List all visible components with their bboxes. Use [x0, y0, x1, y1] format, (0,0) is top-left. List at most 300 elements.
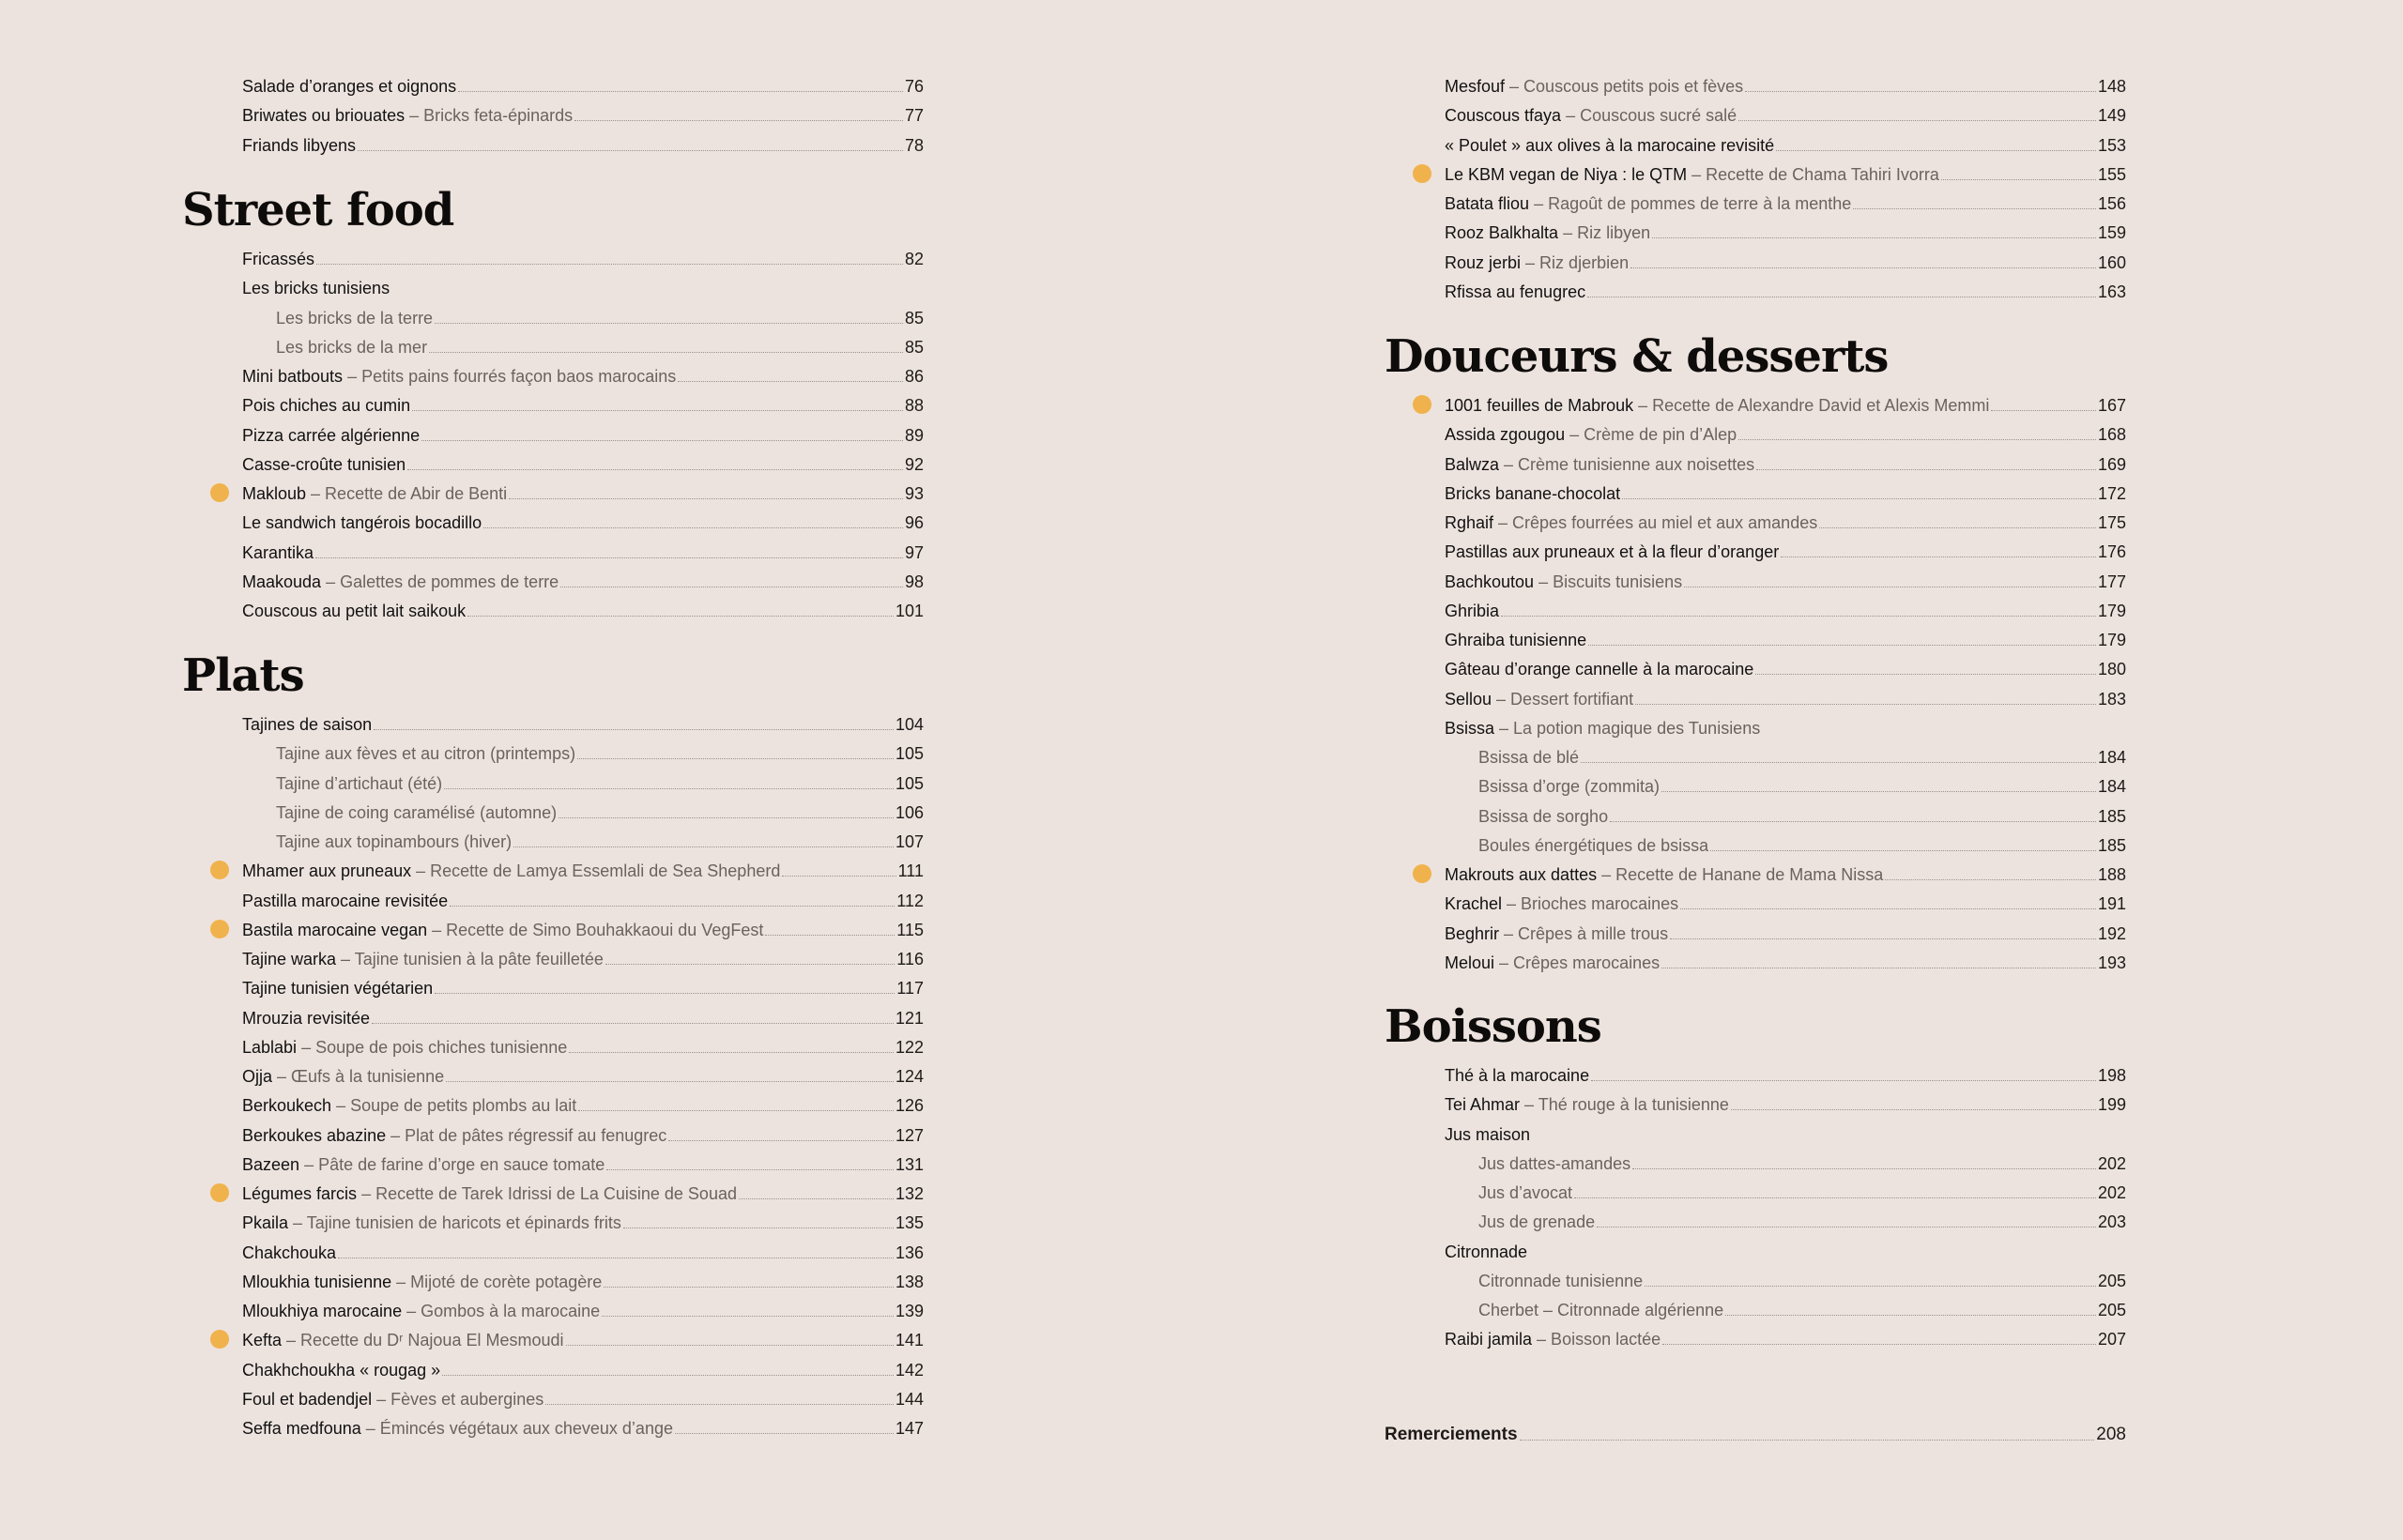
entry-text	[1478, 776, 1660, 797]
page-number: 76	[904, 77, 924, 96]
toc-subentry[interactable]	[1478, 1203, 2126, 1232]
entry-text	[1478, 1182, 1572, 1203]
toc-entry[interactable]	[242, 969, 924, 999]
toc-entry[interactable]	[242, 563, 924, 592]
entry-description: – Brioches marocaines	[1502, 894, 1679, 914]
entry-text	[242, 1243, 336, 1263]
entry-text	[276, 831, 512, 852]
section-heading: Plats	[182, 649, 304, 702]
entry-text	[242, 949, 604, 969]
entry-title: Makloub	[242, 484, 307, 503]
entry-text	[1445, 282, 1585, 302]
dot-leader	[782, 876, 895, 877]
toc-subentry[interactable]	[276, 735, 924, 764]
page-number: 188	[2097, 865, 2126, 884]
toc-entry[interactable]	[242, 475, 924, 504]
dot-leader	[509, 498, 903, 499]
toc-entry[interactable]	[242, 1263, 924, 1292]
toc-entry[interactable]	[242, 1029, 924, 1058]
dot-leader	[435, 993, 895, 994]
entry-description: – Biscuits tunisiens	[1534, 572, 1683, 591]
page-number: 159	[2097, 223, 2126, 243]
dot-leader	[1610, 821, 2096, 822]
page-number: 198	[2097, 1066, 2126, 1085]
entry-description: – Recette du Dʳ Najoua El Mesmoudi	[282, 1331, 564, 1350]
page-number: 98	[904, 572, 924, 591]
entry-title: Rghaif	[1445, 513, 1494, 532]
page-number: 86	[904, 367, 924, 386]
toc-entry[interactable]	[242, 1234, 924, 1263]
entry-title: Tei Ahmar	[1445, 1095, 1521, 1115]
dot-leader	[1581, 762, 2096, 763]
dot-leader	[1738, 439, 2096, 440]
entry-description: – Plat de pâtes régressif au fenugrec	[386, 1125, 667, 1145]
toc-entry[interactable]	[1445, 1086, 2126, 1115]
toc-entry[interactable]	[1445, 475, 2126, 504]
entry-title: Raibi jamila	[1445, 1330, 1533, 1349]
entry-text	[242, 1330, 564, 1350]
dot-leader	[421, 440, 903, 441]
section-heading: Street food	[182, 184, 454, 236]
entry-text	[1445, 193, 1851, 214]
entry-text	[242, 1301, 600, 1321]
entry-text	[276, 743, 575, 764]
toc-entry[interactable]	[1445, 592, 2126, 621]
toc-entry[interactable]	[1445, 944, 2126, 973]
entry-description: – Recette de Simo Bouhakkaoui du VegFest	[427, 920, 764, 939]
toc-entry[interactable]	[242, 534, 924, 563]
page-number: 97	[904, 542, 924, 562]
page-number: 132	[895, 1184, 924, 1203]
entry-description: – Recette de Lamya Essemlali de Sea Shepherd	[411, 861, 781, 881]
toc-entry[interactable]	[242, 358, 924, 387]
entry-text	[242, 105, 573, 126]
entry-text	[242, 425, 420, 446]
dot-leader	[675, 1433, 894, 1434]
dot-leader	[1520, 1440, 2095, 1441]
toc-entry[interactable]	[242, 852, 924, 881]
toc-entry[interactable]	[242, 1292, 924, 1321]
entry-description: – Fèves et aubergines	[372, 1389, 544, 1409]
entry-title: Foul et badendjel	[242, 1389, 373, 1409]
dot-leader	[606, 1169, 894, 1170]
entry-title: Pois chiches au cumin	[242, 396, 411, 416]
entry-description: – Œufs à la tunisienne	[272, 1067, 445, 1086]
entry-title: Thé à la marocaine	[1445, 1066, 1590, 1085]
page-number: 96	[904, 513, 924, 533]
dot-leader	[1725, 1315, 2096, 1316]
toc-entry[interactable]	[242, 1117, 924, 1146]
page-number: 121	[895, 1008, 924, 1028]
entry-title: Chakhchoukha « rougag »	[242, 1360, 441, 1380]
entry-text	[1445, 1065, 1589, 1086]
entry-description: – Recette de Abir de Benti	[306, 484, 508, 503]
entry-title: Jus maison	[1445, 1124, 1531, 1144]
entry-text	[242, 1066, 444, 1087]
toc-entry[interactable]	[242, 387, 924, 416]
dot-leader	[1941, 179, 2096, 180]
entry-description: – Boisson lactée	[1532, 1330, 1661, 1349]
page-number: 153	[2097, 135, 2126, 155]
entry-description: – Tajine tunisien de haricots et épinards frits	[288, 1213, 621, 1233]
entry-text	[242, 278, 390, 298]
section-heading: Douceurs & desserts	[1385, 330, 1889, 383]
toc-entry[interactable]	[1445, 915, 2126, 944]
page-number: 147	[895, 1419, 924, 1438]
toc-entry[interactable]	[242, 882, 924, 911]
page-number: 207	[2097, 1330, 2126, 1349]
entry-description: – La potion magique des Tunisiens	[1494, 718, 1761, 738]
entry-text	[1445, 1124, 1530, 1145]
page-number: 148	[2097, 77, 2126, 96]
entry-title: Bachkoutou	[1445, 572, 1535, 591]
entry-subtitle: Bsissa de sorgho	[1478, 806, 1609, 826]
toc-entry[interactable]	[1445, 446, 2126, 475]
entry-text	[1445, 659, 1753, 679]
entry-text	[242, 1272, 602, 1292]
toc-entry[interactable]	[242, 127, 924, 156]
page-number: 116	[896, 950, 924, 968]
entry-text	[242, 1154, 605, 1175]
contributor-bullet-icon	[1413, 164, 1431, 183]
dot-leader	[467, 616, 894, 617]
entry-text	[242, 395, 410, 416]
page-number: 175	[2097, 513, 2126, 532]
contributor-bullet-icon	[1413, 395, 1431, 414]
toc-entry[interactable]	[242, 1175, 924, 1204]
dot-leader	[1591, 1080, 2096, 1081]
entry-text	[1445, 424, 1737, 445]
toc-entry[interactable]	[242, 1146, 924, 1175]
page-number: 202	[2097, 1183, 2126, 1202]
dot-leader	[1731, 1109, 2096, 1110]
entry-text	[1445, 483, 1620, 504]
toc-entry[interactable]	[1445, 1057, 2126, 1086]
entry-text	[1445, 454, 1754, 475]
toc-subentry[interactable]	[276, 823, 924, 852]
entry-title: Salade d’oranges et oignons	[242, 77, 457, 96]
toc-entry[interactable]	[1445, 856, 2126, 885]
dot-leader	[1652, 237, 2096, 238]
page-number: 156	[2097, 194, 2126, 213]
page-number: 184	[2097, 777, 2126, 797]
dot-leader	[574, 120, 903, 121]
toc-subentry[interactable]	[276, 299, 924, 328]
dot-leader	[1756, 469, 2096, 470]
toc-entry[interactable]	[1445, 156, 2126, 185]
entry-title: Friands libyens	[242, 135, 357, 155]
entry-title: Les bricks tunisiens	[242, 279, 390, 298]
entry-text	[242, 1418, 673, 1439]
dot-leader	[1738, 120, 2096, 121]
toc-entry[interactable]	[242, 1204, 924, 1233]
entry-title: Sellou	[1445, 689, 1492, 709]
dot-leader	[513, 846, 894, 847]
entry-text	[1445, 222, 1650, 243]
entry-title: Bsissa	[1445, 718, 1495, 738]
entry-subtitle: Tajine aux topinambours (hiver)	[276, 832, 513, 851]
page-number: 122	[895, 1037, 924, 1057]
entry-title: Makrouts aux dattes	[1445, 865, 1598, 884]
entry-title: Mrouzia revisitée	[242, 1008, 371, 1028]
toc-entry[interactable]	[1445, 533, 2126, 562]
entry-description: – Couscous sucré salé	[1561, 106, 1737, 126]
entry-text	[1445, 893, 1678, 914]
toc-entry[interactable]	[1445, 68, 2126, 97]
dot-leader	[372, 1023, 894, 1024]
dot-leader	[765, 935, 895, 936]
page-number: 112	[896, 891, 924, 910]
entry-description: – Ragoût de pommes de terre à la menthe	[1529, 194, 1852, 213]
entry-text	[276, 337, 427, 358]
toc-entry-remerciements[interactable]	[1385, 1416, 2126, 1445]
page-number: 85	[904, 308, 924, 328]
dot-leader	[1588, 645, 2096, 646]
contributor-bullet-icon	[210, 483, 229, 502]
toc-entry[interactable]	[1445, 127, 2126, 156]
dot-leader	[566, 1345, 894, 1346]
page-number: 205	[2097, 1271, 2126, 1290]
toc-entry[interactable]	[242, 269, 924, 298]
entry-text	[1445, 953, 1660, 973]
entry-title: Ghraiba tunisienne	[1445, 631, 1587, 649]
toc-subentry[interactable]	[1478, 1262, 2126, 1291]
page-number: 144	[895, 1389, 924, 1409]
dot-leader	[569, 1052, 894, 1053]
dot-leader	[1630, 267, 2096, 268]
entry-description: – Crêpes à mille trous	[1499, 923, 1669, 943]
page-number: 107	[895, 832, 924, 851]
toc-subentry[interactable]	[1478, 739, 2126, 768]
toc-entry[interactable]	[1445, 273, 2126, 302]
entry-title: Le sandwich tangérois bocadillo	[242, 513, 482, 533]
toc-subentry[interactable]	[1478, 798, 2126, 827]
entry-title: Seffa medfouna	[242, 1419, 361, 1438]
entry-title: Couscous au petit lait saikouk	[242, 602, 467, 620]
toc-subentry[interactable]	[1478, 1174, 2126, 1203]
toc-entry[interactable]	[242, 1380, 924, 1410]
contributor-bullet-icon	[1413, 864, 1431, 883]
entry-title: Krachel	[1445, 894, 1503, 914]
entry-text	[242, 1389, 543, 1410]
toc-subentry[interactable]	[276, 794, 924, 823]
entry-subtitle: Citronnade tunisienne	[1478, 1271, 1644, 1290]
entry-title: Tajine tunisien végétarien	[242, 979, 434, 999]
dot-leader	[1662, 1344, 2096, 1345]
entry-subtitle: Jus de grenade	[1478, 1212, 1596, 1232]
page-number: 202	[2097, 1153, 2126, 1173]
entry-text	[276, 773, 442, 794]
page-number: 138	[895, 1272, 924, 1291]
toc-entry[interactable]	[1445, 650, 2126, 679]
entry-description: – Soupe de petits plombs au lait	[331, 1096, 577, 1116]
entry-text	[242, 483, 507, 504]
entry-title: Légumes farcis	[242, 1184, 358, 1203]
dot-leader	[678, 381, 903, 382]
page-number: 160	[2097, 252, 2126, 272]
entry-text	[1445, 395, 1989, 416]
page-number: 77	[904, 106, 924, 126]
toc-entry[interactable]	[242, 999, 924, 1029]
page-number: 179	[2097, 631, 2126, 649]
page-number: 82	[904, 250, 924, 268]
page-number: 124	[895, 1067, 924, 1086]
entry-description: – Petits pains fourrés façon baos marocains	[343, 367, 677, 386]
entry-subtitle: Bsissa de blé	[1478, 748, 1580, 767]
toc-subentry[interactable]	[1478, 827, 2126, 856]
entry-title: Rooz Balkhalta	[1445, 223, 1559, 243]
toc-entry[interactable]	[242, 446, 924, 475]
toc-entry[interactable]	[1445, 387, 2126, 416]
entry-text	[1445, 76, 1743, 97]
entry-title: Pkaila	[242, 1213, 289, 1233]
page-number: 127	[895, 1125, 924, 1145]
entry-title: Mloukhiya marocaine	[242, 1302, 403, 1320]
toc-entry[interactable]	[1445, 563, 2126, 592]
entry-description: – Thé rouge à la tunisienne	[1520, 1095, 1729, 1115]
toc-entry[interactable]	[1445, 416, 2126, 445]
entry-title: Pastilla marocaine revisitée	[242, 891, 449, 910]
page-number: 111	[897, 861, 924, 881]
entry-text	[242, 512, 482, 533]
entry-text	[1445, 572, 1682, 592]
toc-entry[interactable]	[1445, 97, 2126, 126]
page-number: 106	[895, 802, 924, 822]
entry-title: Pastillas aux pruneaux et à la fleur d’oranger	[1445, 542, 1780, 562]
page-number: 193	[2097, 953, 2126, 972]
toc-entry[interactable]	[242, 1087, 924, 1116]
page-number: 105	[895, 773, 924, 793]
dot-leader	[1853, 208, 2096, 209]
entry-text	[1445, 512, 1817, 533]
entry-description: – Riz djerbien	[1521, 252, 1630, 272]
dot-leader	[483, 527, 903, 528]
toc-entry[interactable]	[242, 1410, 924, 1439]
toc-entry[interactable]	[1445, 244, 2126, 273]
entry-text	[242, 920, 763, 940]
toc-subentry[interactable]	[1478, 768, 2126, 797]
page-number: 203	[2097, 1212, 2126, 1232]
toc-entry[interactable]	[1445, 621, 2126, 650]
entry-text	[1445, 135, 1774, 156]
toc-entry[interactable]	[1445, 680, 2126, 709]
toc-entry[interactable]	[242, 1351, 924, 1380]
entry-subtitle: Bsissa d’orge (zommita)	[1478, 777, 1661, 797]
entry-description: – Riz libyen	[1558, 223, 1651, 243]
entry-text	[1445, 630, 1586, 650]
page-number: 141	[895, 1331, 924, 1350]
page-number: 180	[2097, 660, 2126, 679]
page-number: 88	[904, 396, 924, 416]
dot-leader	[1622, 498, 2096, 499]
dot-leader	[458, 91, 903, 92]
toc-entry[interactable]	[242, 1321, 924, 1350]
toc-entry[interactable]	[242, 706, 924, 735]
entry-description: – Recette de Alexandre David et Alexis Memmi	[1633, 396, 1990, 415]
entry-title: Bastila marocaine vegan	[242, 920, 428, 939]
page-number: 131	[895, 1154, 924, 1174]
entry-text	[242, 601, 466, 621]
page-number: 115	[896, 920, 924, 939]
entry-text	[1445, 864, 1883, 885]
toc-entry[interactable]	[242, 592, 924, 621]
contributor-bullet-icon	[210, 1330, 229, 1349]
entry-title: Berkoukech	[242, 1096, 332, 1116]
toc-subentry[interactable]	[276, 765, 924, 794]
dot-leader	[316, 264, 903, 265]
entry-title: Batata fliou	[1445, 194, 1530, 213]
entry-text	[242, 1037, 567, 1058]
toc-entry[interactable]	[242, 1058, 924, 1087]
entry-text	[242, 454, 406, 475]
toc-entry[interactable]	[1445, 1320, 2126, 1349]
dot-leader	[1710, 850, 2096, 851]
toc-subentry[interactable]	[1478, 1145, 2126, 1174]
toc-entry[interactable]	[242, 68, 924, 97]
page-number: 142	[895, 1360, 924, 1380]
page-number: 183	[2097, 689, 2126, 709]
page-number: 185	[2097, 835, 2126, 855]
entry-subtitle: Les bricks de la mer	[276, 337, 428, 357]
toc-entry[interactable]	[242, 911, 924, 940]
dot-leader	[358, 150, 903, 151]
entry-text	[242, 978, 433, 999]
entry-text	[242, 542, 314, 563]
page-number: 177	[2097, 572, 2126, 591]
dot-leader	[623, 1227, 894, 1228]
entry-title: Beghrir	[1445, 923, 1500, 943]
entry-title: Le KBM vegan de Niya : le QTM	[1445, 164, 1688, 184]
entry-title: Fricassés	[242, 250, 315, 268]
entry-description: – Gombos à la marocaine	[402, 1302, 601, 1320]
entry-title: Mesfouf	[1445, 77, 1506, 96]
page-number: 169	[2097, 454, 2126, 474]
dot-leader	[412, 410, 903, 411]
entry-description: – Soupe de pois chiches tunisienne	[297, 1037, 568, 1057]
toc-entry[interactable]	[1445, 1116, 2126, 1145]
entry-text	[242, 1212, 621, 1233]
entry-title: Tajines de saison	[242, 715, 373, 734]
entry-title: Rouz jerbi	[1445, 252, 1522, 272]
toc-entry[interactable]	[1445, 709, 2126, 739]
toc-subentry[interactable]	[1478, 1291, 2126, 1320]
entry-text	[242, 76, 456, 97]
dot-leader	[604, 1287, 894, 1288]
entry-title: Ghribia	[1445, 601, 1500, 620]
toc-entry[interactable]	[242, 940, 924, 969]
entry-title: Rfissa au fenugrec	[1445, 282, 1586, 301]
entry-description: – Mijoté de corète potagère	[391, 1272, 603, 1291]
toc-entry[interactable]	[242, 504, 924, 533]
toc-entry[interactable]	[1445, 504, 2126, 533]
entry-text	[1478, 747, 1579, 768]
entry-subtitle: Boules énergétiques de bsissa	[1478, 835, 1709, 855]
dot-leader	[1755, 674, 2096, 675]
dot-leader	[407, 469, 903, 470]
toc-entry[interactable]	[242, 240, 924, 269]
toc-entry[interactable]	[1445, 214, 2126, 243]
toc-entry[interactable]	[1445, 885, 2126, 914]
toc-entry[interactable]	[242, 97, 924, 126]
dot-leader	[450, 906, 895, 907]
toc-entry[interactable]	[242, 417, 924, 446]
toc-entry[interactable]	[1445, 1233, 2126, 1262]
page-number: 176	[2097, 542, 2126, 562]
entry-description: – Crème tunisienne aux noisettes	[1499, 454, 1755, 474]
toc-entry[interactable]	[1445, 185, 2126, 214]
entry-title: Pizza carrée algérienne	[242, 425, 421, 445]
toc-subentry[interactable]	[276, 328, 924, 358]
